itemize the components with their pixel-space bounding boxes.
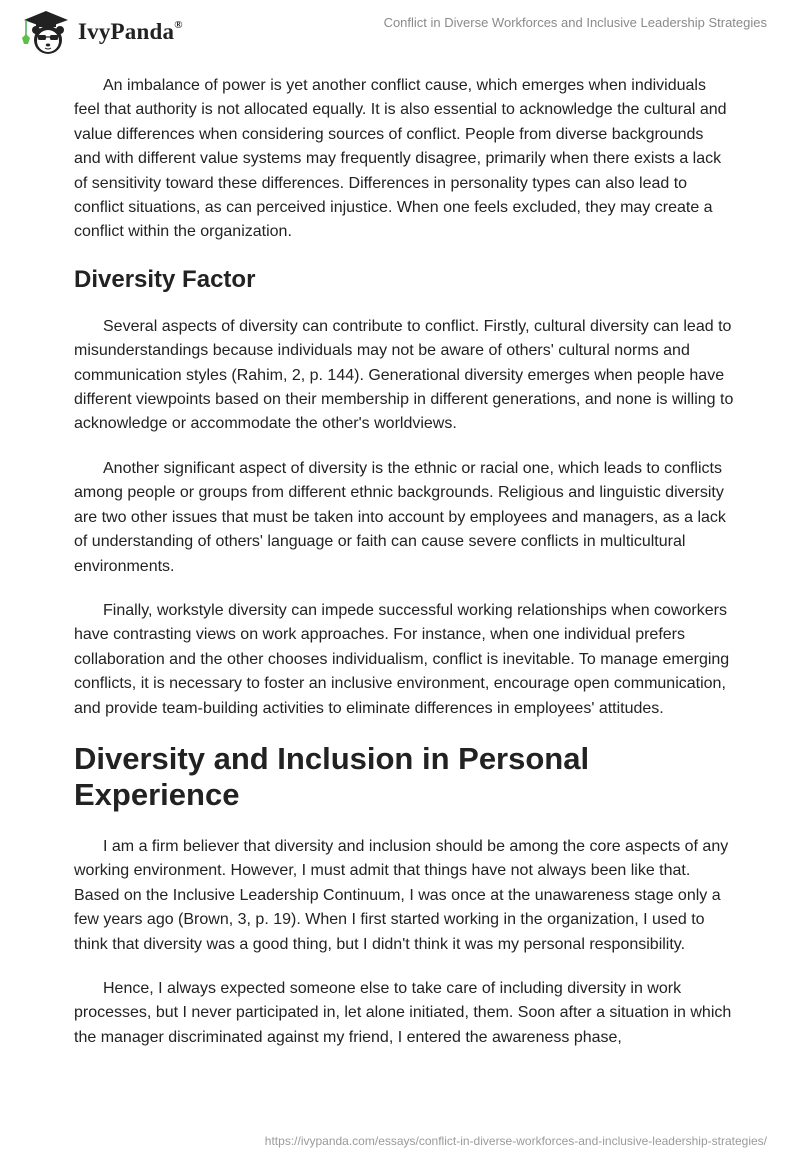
page-header: [0, 0, 800, 60]
paragraph-workstyle: Finally, workstyle diversity can impede successful working relationships when coworkers have contrasting views on work approaches. For instance, when one individual prefers collaboration and the other chooses individualism, conflict is inevitable. To manage emerging conflicts, it is necessary to foster an inclusive environment, encourage open communication, and provide team-building activities to eliminate differences in employees' attitudes.: [74, 601, 730, 717]
paragraph-firm-believer: I am a firm believer that diversity and inclusion should be among the core aspects of any working environment. However, I must admit that things have not always been like that. Based on the Inclusive Leadership Continuum, I was once at the unawareness stage only a few years ago (Brown, 3, p. 19). When I first started working in the organization, I used to think that diversity was a good thing, but I didn't think it was my personal responsibility.: [74, 837, 729, 953]
registered-mark: ®: [174, 19, 183, 32]
paragraph-power-imbalance: An imbalance of power is yet another conflict cause, which emerges when individuals feel that authority is not allocated equally. It is also essential to acknowledge the cultural and value differences when considering sources of conflict. People from diverse backgrounds and with different value systems may frequently disagree, primarily when there exists a lack of sensitivity toward these differences. Differences in personality types can also lead to conflict situations, as can perceived injustice. When one feels excluded, they may create a conflict within the organization.: [74, 77, 727, 241]
ivypanda-logo[interactable]: [18, 8, 183, 56]
heading-personal-experience: Diversity and Inclusion in Personal Experience: [74, 740, 590, 812]
source-url-link[interactable]: https://ivypanda.com/essays/conflict-in-diverse-workforces-and-inclusive-leadership-strategies/: [264, 1134, 767, 1148]
document-title: Conflict in Diverse Workforces and Inclusive Leadership Strategies: [383, 15, 767, 30]
heading-diversity-factor: Diversity Factor: [74, 265, 256, 293]
paragraph-cultural-generational: Several aspects of diversity can contribute to conflict. Firstly, cultural diversity can lead to misunderstandings because individuals may not be aware of others' cultural norms and communication styles (Rahim, 2, p. 144). Generational diversity emerges when people have different viewpoints based on their membership in different generations, and none is willing to acknowledge or accommodate the other's worldviews.: [74, 317, 734, 433]
panda-graduate-icon: [18, 8, 74, 56]
brand-name: IvyPanda®: [78, 19, 183, 44]
paragraph-awareness-phase: Hence, I always expected someone else to take care of including diversity in work processes, but I never participated in, let alone initiated, them. Soon after a situation in which the manager discriminated against my friend, I entered the awareness phase,: [74, 979, 732, 1046]
paragraph-ethnic-religious: Another significant aspect of diversity is the ethnic or racial one, which leads to conflicts among people or groups from different ethnic backgrounds. Religious and linguistic diversity are two other issues that must be taken into account by employees and managers, as a lack of understanding of others' language or faith can cause severe conflicts in multicultural environments.: [74, 459, 726, 575]
essay-content: [74, 74, 734, 1070]
